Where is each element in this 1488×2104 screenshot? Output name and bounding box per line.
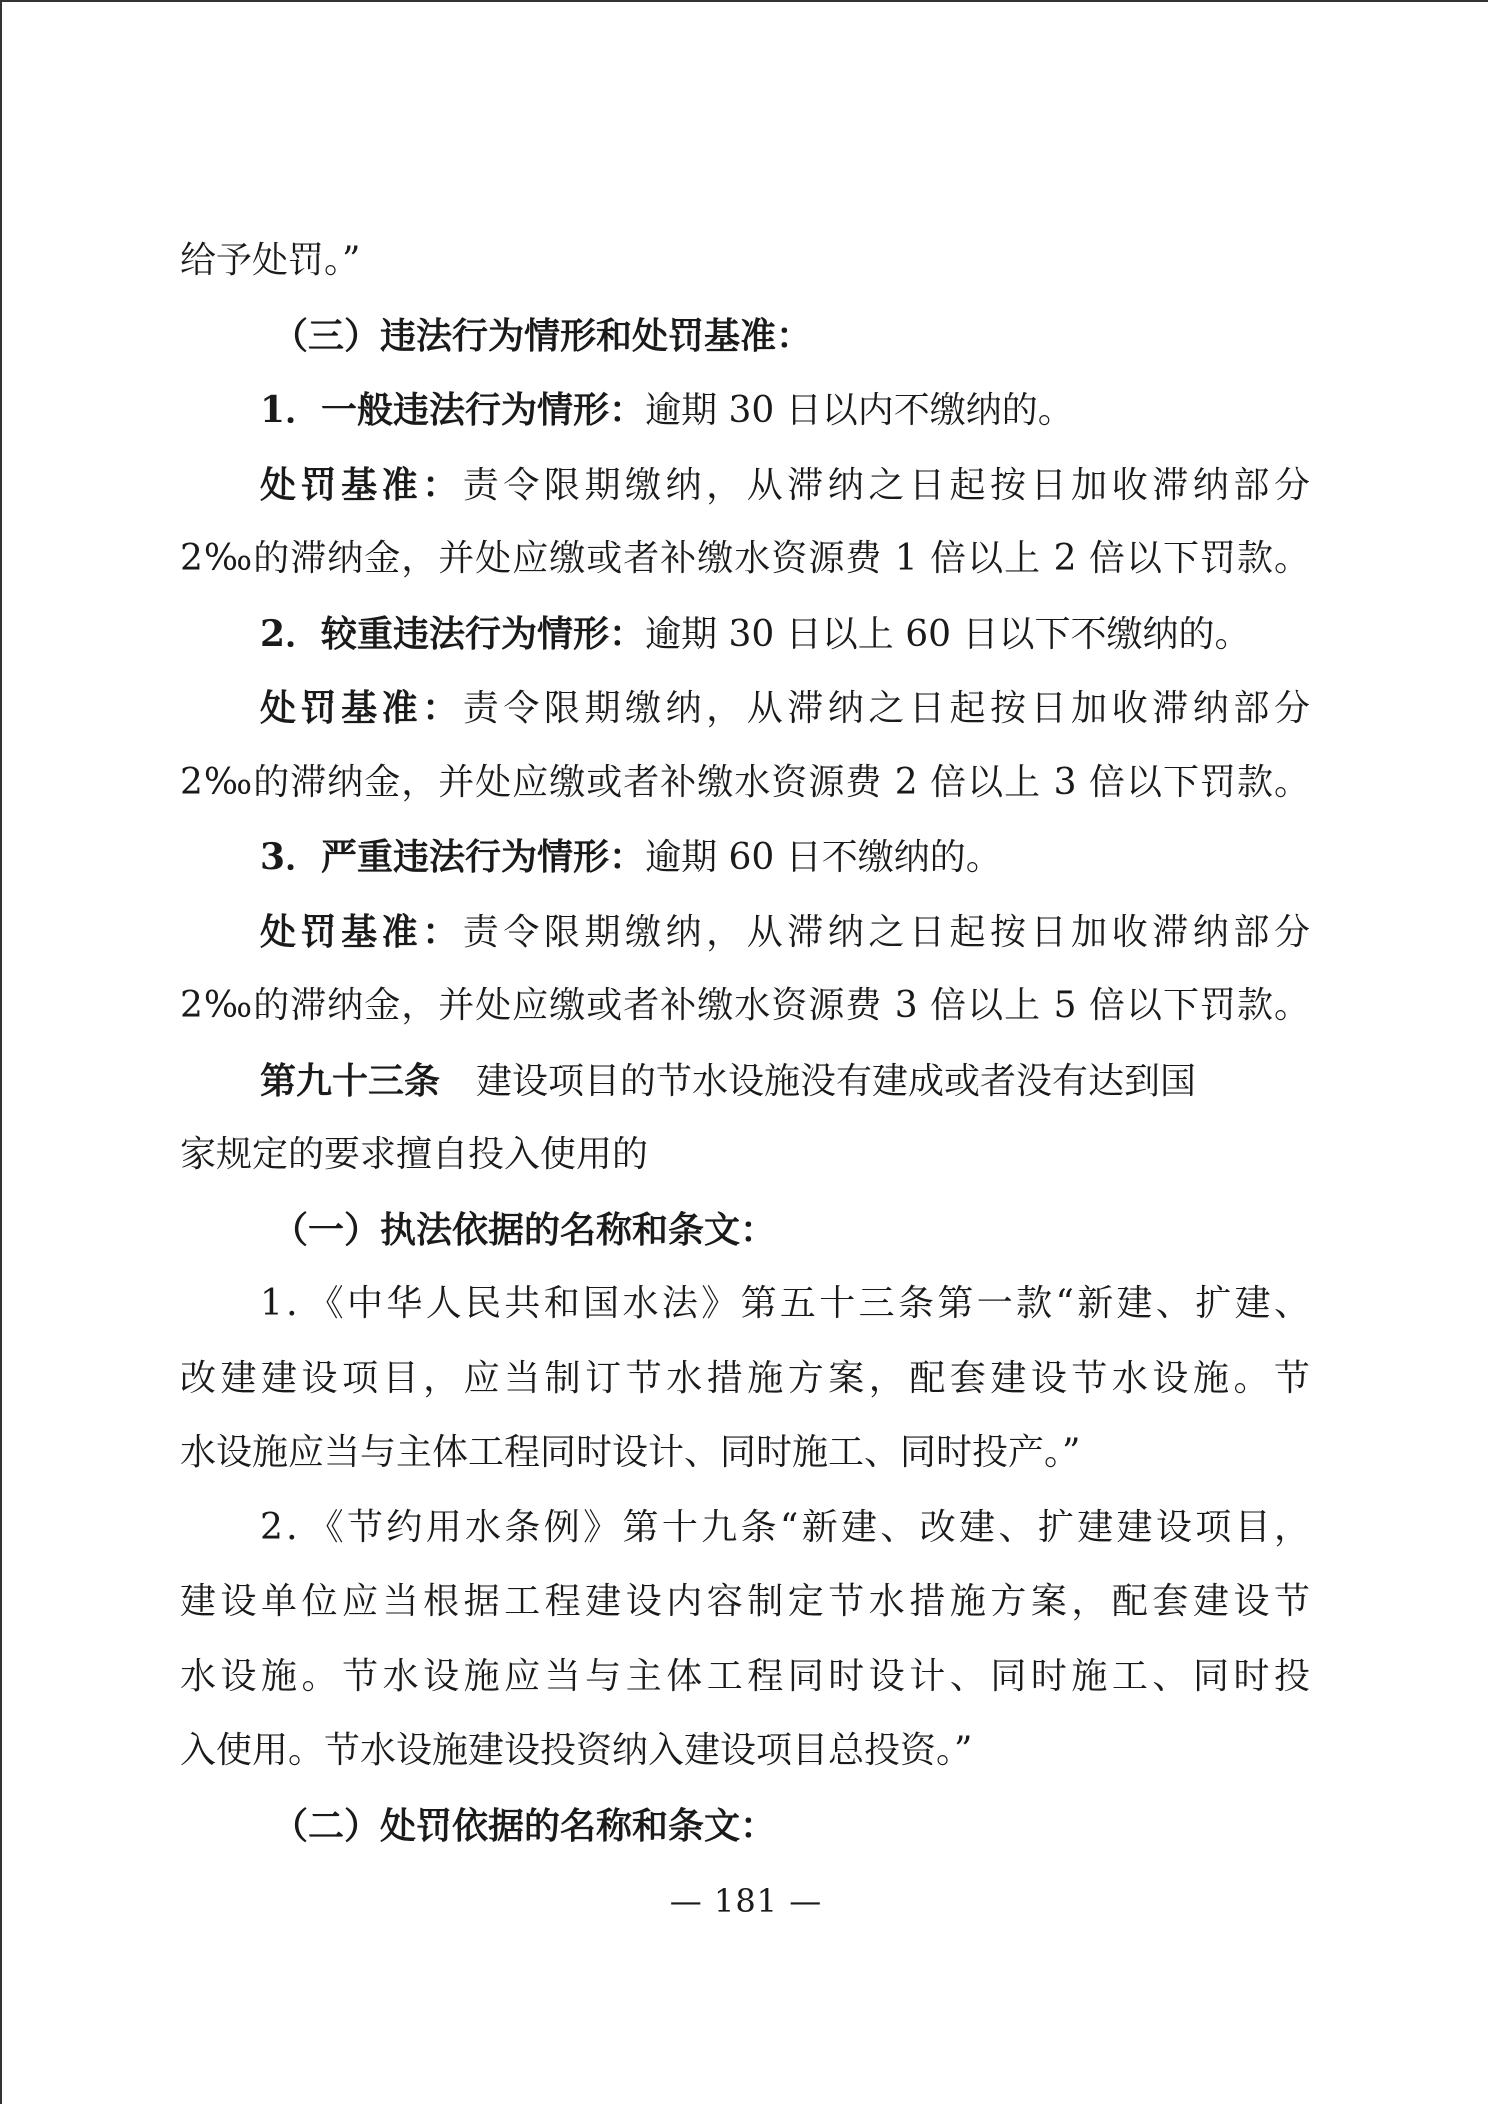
text-line <box>180 448 1310 523</box>
text-line: 2‰的滞纳金，并处应缴或者补缴水资源费 3 倍以上 5 倍以下罚款。 <box>180 985 1310 1026</box>
text-line: 2‰的滞纳金，并处应缴或者补缴水资源费 1 倍以上 2 倍以下罚款。 <box>180 538 1310 579</box>
page-number: — 181 — <box>669 1882 823 1920</box>
item-text: 逾期 30 日以上 60 日以下不缴纳的。 <box>645 613 1251 655</box>
item-label: 1．一般违法行为情形： <box>260 389 646 431</box>
text-line: 建设单位应当根据工程建设内容制定节水措施方案，配套建设节 <box>180 1581 1310 1622</box>
text-line <box>180 820 1310 895</box>
item-label: 3．严重违法行为情形： <box>260 836 646 878</box>
text-line: 家规定的要求擅自投入使用的 <box>180 1134 649 1175</box>
item-label: 处罚基准： <box>260 687 463 729</box>
text-line: 2‰的滞纳金，并处应缴或者补缴水资源费 2 倍以上 3 倍以下罚款。 <box>180 761 1310 803</box>
item-text: 逾期 60 日不缴纳的。 <box>645 837 1002 878</box>
article-heading <box>180 1044 1310 1119</box>
text-line: 1．《中华人民共和国水法》第五十三条第一款“新建、扩建、 <box>260 1283 1310 1324</box>
text-line <box>180 671 1310 746</box>
body-text <box>180 224 1310 1863</box>
item-label: 处罚基准： <box>260 463 463 506</box>
text-line <box>180 895 1310 970</box>
item-label: 处罚基准： <box>260 910 463 953</box>
text-line <box>180 373 1310 448</box>
text-line: 改建建设项目，应当制订节水措施方案，配套建设节水设施。节 <box>180 1357 1310 1399</box>
text-line: 入使用。节水设施建设投资纳入建设项目总投资。” <box>180 1730 973 1771</box>
item-label: 2．较重违法行为情形： <box>260 612 646 655</box>
text-line: 2．《节约用水条例》第十九条“新建、改建、扩建建设项目， <box>260 1506 1310 1548</box>
item-text: 责令限期缴纳，从滞纳之日起按日加收滞纳部分 <box>462 688 1310 729</box>
article-title: 建设项目的节水设施没有建成或者没有达到国 <box>476 1060 1197 1102</box>
item-text: 逾期 30 日以内不缴纳的。 <box>645 390 1074 431</box>
text-line: 水设施。节水设施应当与主体工程同时设计、同时施工、同时投 <box>180 1655 1310 1697</box>
section-heading: （一）执法依据的名称和条文： <box>272 1208 777 1251</box>
item-text: 责令限期缴纳，从滞纳之日起按日加收滞纳部分 <box>462 464 1310 506</box>
section-heading: （二）处罚依据的名称和条文： <box>272 1804 777 1847</box>
text-line: 水设施应当与主体工程同时设计、同时施工、同时投产。” <box>180 1432 1081 1473</box>
article-number: 第九十三条 <box>260 1059 441 1102</box>
text-line: 给予处罚。” <box>180 240 361 281</box>
section-heading: （三）违法行为情形和处罚基准： <box>272 314 813 357</box>
text-line <box>180 597 1310 672</box>
item-text: 责令限期缴纳，从滞纳之日起按日加收滞纳部分 <box>462 911 1310 953</box>
